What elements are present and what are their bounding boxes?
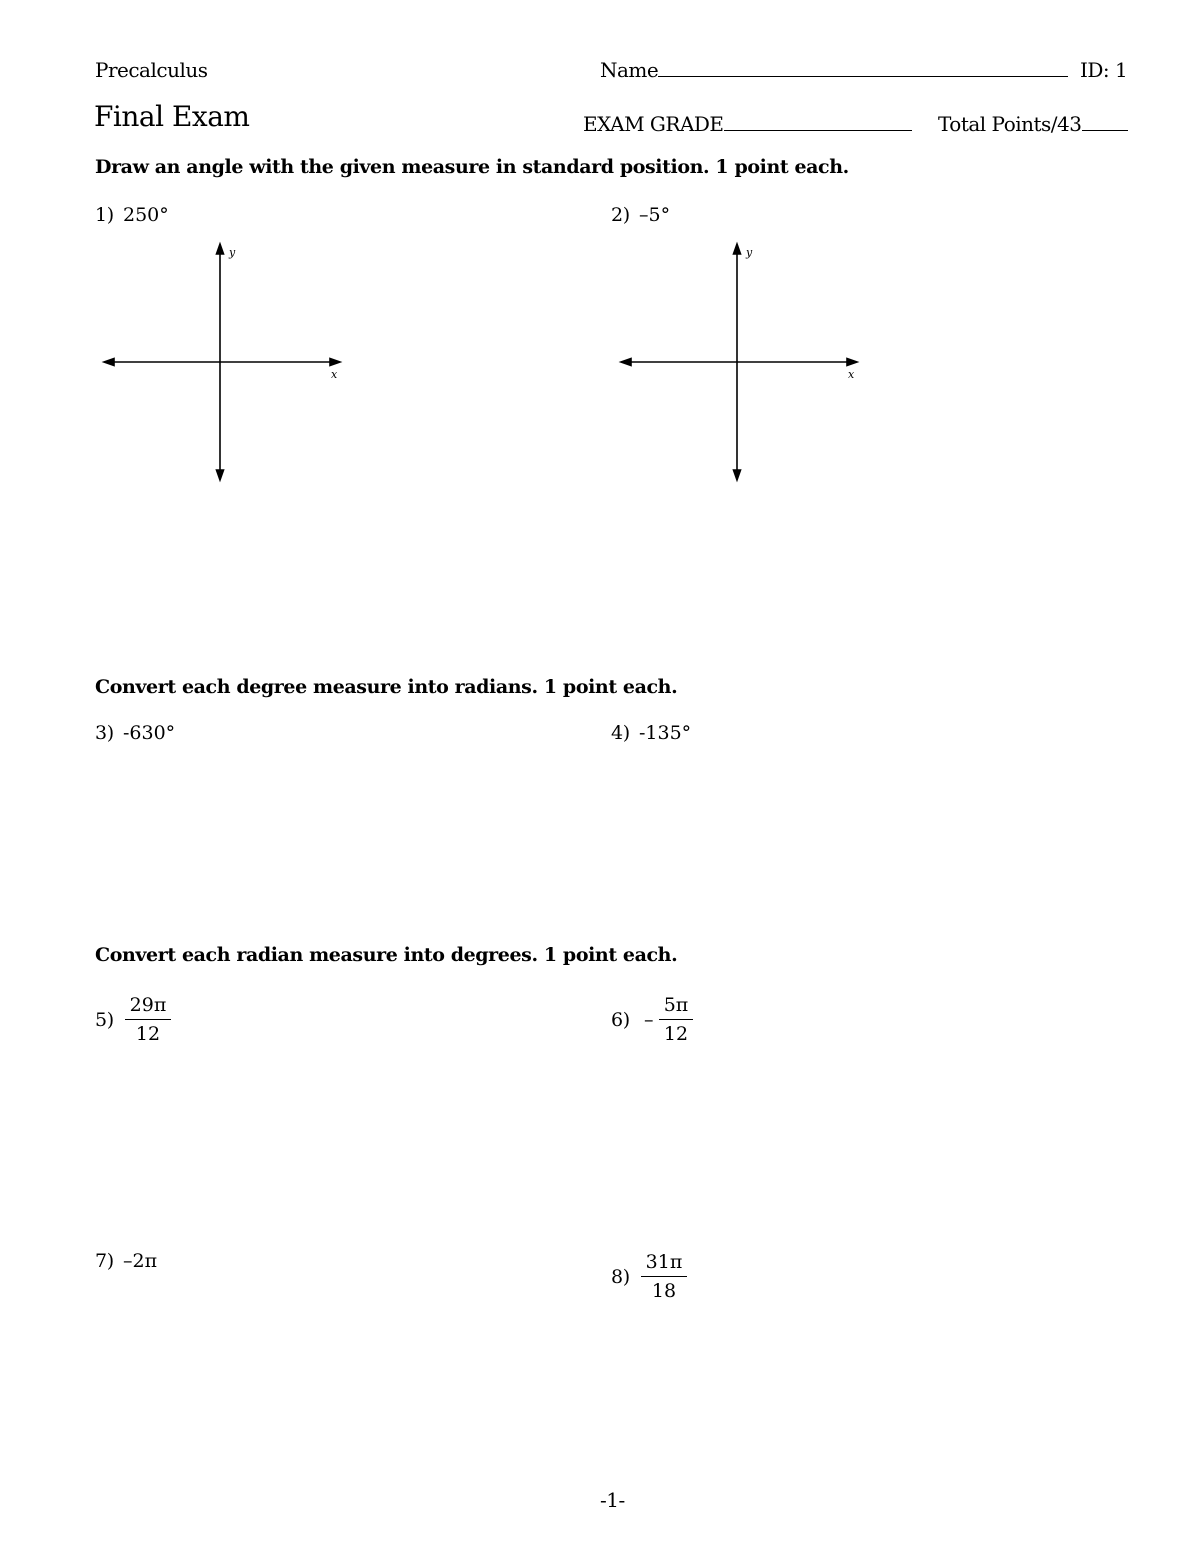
question-number: 4) <box>611 722 630 744</box>
question-number: 1) <box>95 204 114 226</box>
coordinate-axes-1[interactable] <box>100 240 345 485</box>
question-8-fraction <box>641 1251 687 1302</box>
course-name: Precalculus <box>95 58 208 82</box>
total-points-label: Total Points/43 <box>938 112 1082 136</box>
name-blank[interactable] <box>658 58 1068 77</box>
fraction-numerator: 5π <box>659 994 693 1020</box>
arrow-right-icon <box>330 359 340 366</box>
question-4 <box>611 722 691 744</box>
page-number: -1- <box>600 1488 625 1512</box>
total-points-field[interactable] <box>938 112 1128 136</box>
question-value: –5° <box>639 204 671 226</box>
fraction-denominator: 18 <box>651 1280 677 1302</box>
name-label: Name <box>600 58 659 82</box>
question-value: -630° <box>123 722 176 744</box>
question-number: 7) <box>95 1250 114 1272</box>
name-field[interactable] <box>600 58 1068 82</box>
question-1 <box>95 204 169 226</box>
section-instruction-2: Convert each degree measure into radians. 1 point each. <box>95 676 678 698</box>
question-6-sign: – <box>644 1009 654 1031</box>
exam-grade-label: EXAM GRADE <box>583 112 724 136</box>
total-points-blank[interactable] <box>1082 112 1128 131</box>
x-axis-label: x <box>331 368 338 381</box>
question-number: 2) <box>611 204 630 226</box>
exam-grade-field[interactable] <box>583 112 912 136</box>
exam-grade-blank[interactable] <box>724 112 912 131</box>
question-5-fraction <box>125 994 171 1045</box>
question-2 <box>611 204 670 226</box>
arrow-right-icon <box>847 359 857 366</box>
y-axis-label: y <box>229 246 236 259</box>
question-5-number: 5) <box>95 1009 114 1031</box>
fraction-numerator: 29π <box>125 994 171 1020</box>
id-label: ID: 1 <box>1080 58 1128 82</box>
arrow-left-icon <box>621 359 631 366</box>
arrow-up-icon <box>217 244 224 254</box>
fraction-denominator: 12 <box>663 1023 689 1045</box>
question-6-fraction <box>659 994 693 1045</box>
question-value: -135° <box>639 722 692 744</box>
question-6-number: 6) <box>611 1009 630 1031</box>
x-axis-label: x <box>848 368 855 381</box>
arrow-left-icon <box>104 359 114 366</box>
question-3 <box>95 722 175 744</box>
coordinate-axes-2[interactable] <box>617 240 862 485</box>
fraction-numerator: 31π <box>641 1251 687 1277</box>
y-axis-label: y <box>746 246 753 259</box>
section-instruction-1: Draw an angle with the given measure in standard position. 1 point each. <box>95 156 849 178</box>
question-7 <box>95 1250 157 1272</box>
question-value: 250° <box>123 204 169 226</box>
section-instruction-3: Convert each radian measure into degrees. 1 point each. <box>95 944 678 966</box>
arrow-up-icon <box>734 244 741 254</box>
arrow-down-icon <box>734 470 741 480</box>
page-title: Final Exam <box>94 100 250 133</box>
fraction-denominator: 12 <box>135 1023 161 1045</box>
question-8-number: 8) <box>611 1266 630 1288</box>
question-number: 3) <box>95 722 114 744</box>
arrow-down-icon <box>217 470 224 480</box>
question-value: –2π <box>123 1250 158 1272</box>
